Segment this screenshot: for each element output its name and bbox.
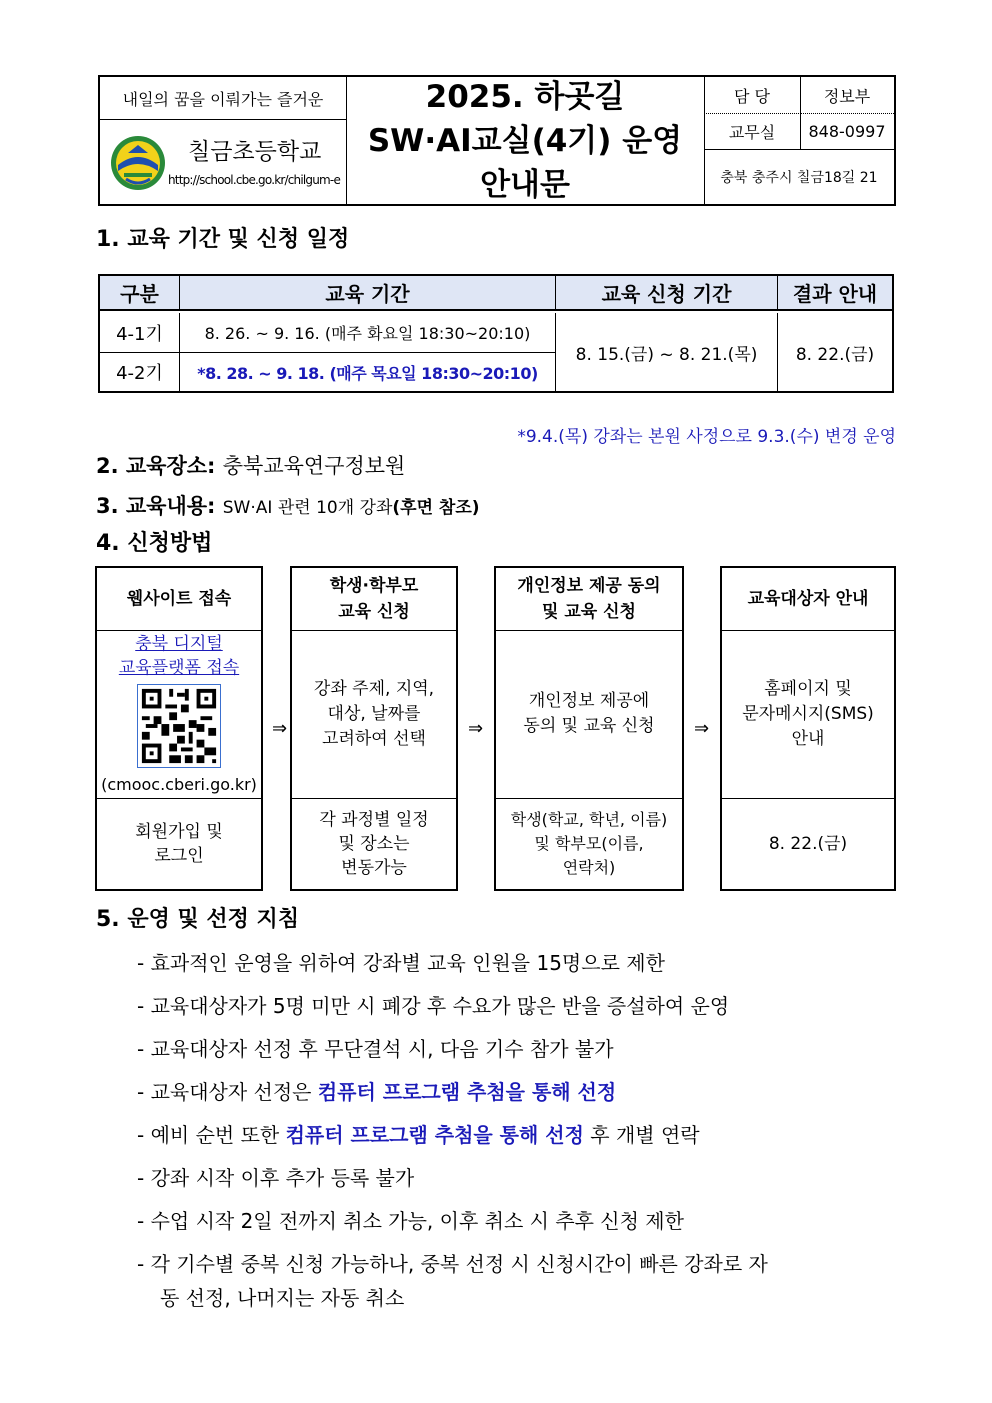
step-2-head <box>292 568 456 631</box>
step-2-body-line-2: 대상, 날짜를 <box>327 703 421 724</box>
step-2-head-line-1: 학생·학부모 <box>329 576 419 596</box>
step-3-bottom-line-3: 연락처) <box>562 857 616 877</box>
row-1-term: 4-1기 <box>100 313 180 353</box>
step-privacy-consent <box>494 566 684 891</box>
step-3-head-line-2: 및 교육 신청 <box>542 602 636 622</box>
school-logo-icon <box>110 135 166 191</box>
step-2-head-line-2: 교육 신청 <box>338 602 410 622</box>
step-3-bottom-line-1: 학생(학교, 학년, 이름) <box>510 809 668 829</box>
header-box <box>98 75 896 206</box>
contact-value-1: 정보부 <box>800 77 894 114</box>
step-2-bottom <box>292 798 456 889</box>
rule-5-text: - 예비 순번 또한 <box>137 1123 286 1147</box>
contact-value-2: 848-0997 <box>800 113 894 150</box>
step-1-bottom-line-2: 로그인 <box>154 845 204 866</box>
section-5-title: 5. 운영 및 선정 지침 <box>96 907 300 932</box>
section-3-label: 3. 교육내용: <box>96 494 216 518</box>
step-website-access <box>95 566 263 891</box>
table-header-result: 결과 안내 <box>778 276 892 311</box>
contact-label-2: 교무실 <box>704 113 801 150</box>
rule-6: - 강좌 시작 이후 추가 등록 불가 <box>137 1166 415 1190</box>
step-4-head: 교육대상자 안내 <box>722 568 894 631</box>
flow-arrow-icon: ⇒ <box>694 718 710 739</box>
section-3 <box>96 490 480 520</box>
document-title <box>346 77 705 204</box>
result-date: 8. 22.(금) <box>795 344 875 365</box>
step-3-head-line-1: 개인정보 제공 동의 <box>517 576 661 596</box>
rule-5-emphasis: 컴퓨터 프로그램 추첨을 통해 선정 <box>285 1123 584 1147</box>
step-3-bottom <box>496 798 682 889</box>
step-1-bottom <box>97 798 261 889</box>
section-4-title: 4. 신청방법 <box>96 531 213 556</box>
step-1-body <box>97 630 261 799</box>
step-3-bottom-line-2: 및 학부모(이름, <box>534 833 644 853</box>
step-2-bottom-line-1: 각 과정별 일정 <box>319 809 429 830</box>
step-2-body-line-3: 고려하여 선택 <box>322 728 426 749</box>
section-2-label: 2. 교육장소: <box>96 454 216 478</box>
section-3-suffix: (후면 참조) <box>392 498 480 518</box>
step-2-body-line-1: 강좌 주제, 지역, <box>313 678 435 699</box>
rule-8-continued: 동 선정, 나머지는 자동 취소 <box>160 1286 405 1310</box>
school-info <box>100 77 347 204</box>
table-header-period: 교육 기간 <box>180 276 556 311</box>
flow-arrow-icon: ⇒ <box>468 718 484 739</box>
rule-1: - 효과적인 운영을 위하여 강좌별 교육 인원을 15명으로 제한 <box>137 951 665 975</box>
flow-arrow-icon: ⇒ <box>272 718 288 739</box>
row-1-period: 8. 26. ~ 9. 16. (매주 화요일 18:30~20:10) <box>180 313 556 353</box>
row-2-term: 4-2기 <box>100 353 180 391</box>
rule-2: - 교육대상자가 5명 미만 시 폐강 후 수요가 많은 반을 증설하여 운영 <box>137 994 730 1018</box>
title-line-3: 안내문 <box>480 166 570 203</box>
section-3-value: SW·AI 관련 10개 강좌 <box>222 498 393 518</box>
platform-url: (cmooc.cberi.go.kr) <box>101 774 257 794</box>
step-2-bottom-line-2: 및 장소는 <box>338 833 410 854</box>
step-4-bottom: 8. 22.(금) <box>768 833 848 854</box>
section-2-value: 충북교육연구정보원 <box>222 454 406 478</box>
rule-5 <box>137 1119 700 1148</box>
school-url[interactable]: http://school.cbe.go.kr/chilgum-e <box>168 173 341 187</box>
table-header-apply: 교육 신청 기간 <box>556 276 778 311</box>
rule-8: - 각 기수별 중복 신청 가능하나, 중복 선정 시 신청시간이 빠른 강좌로 자 <box>137 1252 768 1276</box>
rule-4-text: - 교육대상자 선정은 <box>137 1080 318 1104</box>
school-name: 칠금초등학교 <box>188 139 322 165</box>
title-line-2: SW·AI교실(4기) 운영 <box>367 122 683 159</box>
step-target-notice <box>720 566 896 891</box>
schedule-note: *9.4.(목) 강좌는 본원 사정으로 9.3.(수) 변경 운영 <box>517 427 896 447</box>
rule-4-emphasis: 컴퓨터 프로그램 추첨을 통해 선정 <box>317 1080 617 1104</box>
rule-5-suffix: 후 개별 연락 <box>583 1123 700 1147</box>
step-2-bottom-line-3: 변동가능 <box>341 857 407 878</box>
step-1-head: 웹사이트 접속 <box>97 568 261 631</box>
step-4-body <box>722 630 894 799</box>
step-3-body-line-2: 동의 및 교육 신청 <box>523 716 655 736</box>
section-2 <box>96 450 405 480</box>
school-address: 충북 충주시 칠금18길 21 <box>720 169 878 186</box>
rule-3: - 교육대상자 선정 후 무단결석 시, 다음 기수 참가 불가 <box>137 1037 614 1061</box>
step-3-head <box>496 568 682 631</box>
section-1-title: 1. 교육 기간 및 신청 일정 <box>96 227 350 252</box>
step-4-body-line-2: 문자메시지(SMS) <box>742 703 874 724</box>
step-4-body-line-1: 홈페이지 및 <box>764 678 852 699</box>
table-header-term: 구분 <box>100 276 180 311</box>
step-1-bottom-line-1: 회원가입 및 <box>135 821 223 842</box>
row-2-period: *8. 28. ~ 9. 18. (매주 목요일 18:30~20:10) <box>180 353 556 391</box>
step-2-body <box>292 630 456 799</box>
platform-link[interactable] <box>119 632 239 680</box>
title-line-1: 2025. 하곳길 <box>425 78 625 115</box>
step-4-body-line-3: 안내 <box>791 728 825 749</box>
step-3-body-line-1: 개인정보 제공에 <box>528 691 650 711</box>
platform-link-line-2[interactable]: 교육플랫폼 접속 <box>118 657 240 678</box>
apply-period: 8. 15.(금) ~ 8. 21.(목) <box>556 313 778 391</box>
school-slogan: 내일의 꿈을 이뤄가는 즐거운 <box>100 77 346 120</box>
contact-label-1: 담 당 <box>704 77 801 114</box>
platform-link-line-1[interactable]: 충북 디지털 <box>135 633 223 654</box>
contact-info <box>704 77 894 204</box>
step-student-parent-apply <box>290 566 458 891</box>
qr-code-icon[interactable] <box>137 684 221 768</box>
rule-7: - 수업 시작 2일 전까지 취소 가능, 이후 취소 시 추후 신청 제한 <box>137 1209 684 1233</box>
rule-4 <box>137 1076 616 1105</box>
schedule-table <box>98 274 894 393</box>
step-3-body <box>496 630 682 799</box>
